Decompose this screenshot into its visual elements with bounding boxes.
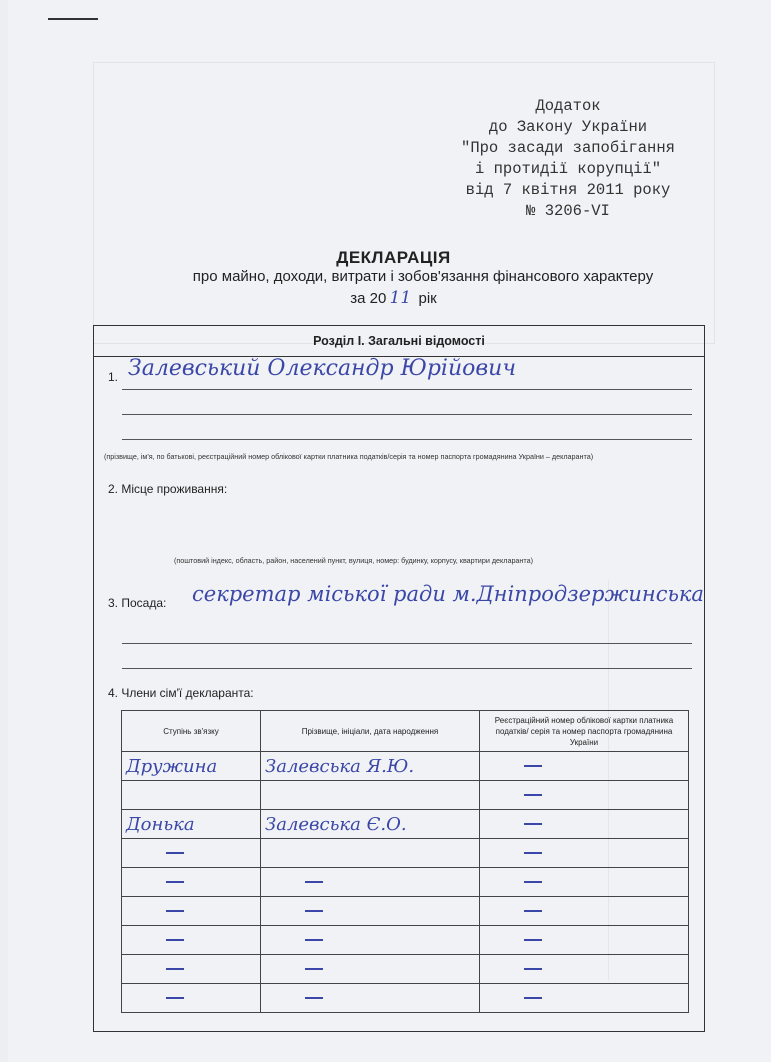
dash-mark xyxy=(524,765,542,767)
family-members-table xyxy=(121,710,689,1013)
dash-mark xyxy=(305,881,323,883)
dash-mark xyxy=(305,910,323,912)
dash-mark xyxy=(524,939,542,941)
empty-cell xyxy=(261,984,480,1013)
dash-mark xyxy=(524,968,542,970)
appendix-line: до Закону України xyxy=(488,118,648,136)
section-frame xyxy=(93,325,705,1032)
empty-cell xyxy=(122,897,261,926)
dash-mark xyxy=(305,939,323,941)
appendix-line: Додаток xyxy=(535,97,601,115)
item4-label: 4. Члени сім'ї декларанта: xyxy=(108,686,254,700)
item1-number: 1. xyxy=(108,370,119,384)
year-prefix: за 20 xyxy=(350,290,387,307)
column-header: Прізвище, ініціали, дата народження xyxy=(261,711,480,752)
fill-line xyxy=(122,643,692,644)
table-row xyxy=(122,984,689,1013)
empty-cell xyxy=(261,955,480,984)
year-handwritten: 11 xyxy=(389,288,412,308)
empty-cell xyxy=(261,926,480,955)
table-row xyxy=(122,926,689,955)
dash-mark xyxy=(524,823,542,825)
empty-cell xyxy=(261,781,480,810)
appendix-line: "Про засади запобігання xyxy=(461,139,675,157)
dash-mark xyxy=(166,997,184,999)
dash-mark xyxy=(524,910,542,912)
item1-caption: (прізвище, ім'я, по батькові, реєстраційний номер облікової картки платника податків/серія та номер паспорта громадянина України – декларанта) xyxy=(104,452,594,461)
appendix-line: від 7 квітня 2011 року xyxy=(465,181,671,199)
empty-cell xyxy=(480,984,689,1013)
id-cell xyxy=(480,810,689,839)
dash-mark xyxy=(524,794,542,796)
item2-label: 2. Місце проживання: xyxy=(108,482,228,496)
appendix-block xyxy=(438,96,698,222)
fill-line xyxy=(122,439,692,440)
dash-mark xyxy=(305,968,323,970)
fill-line xyxy=(122,668,692,669)
table-row xyxy=(122,868,689,897)
empty-cell xyxy=(480,868,689,897)
declaration-title: ДЕКЛАРАЦІЯ xyxy=(336,248,451,267)
position-handwritten: секретар міської ради м.Дніпродзержинська xyxy=(192,582,704,606)
empty-cell xyxy=(122,926,261,955)
relation-cell: Дружина xyxy=(126,755,218,777)
empty-cell xyxy=(261,897,480,926)
id-cell xyxy=(480,752,689,781)
empty-cell xyxy=(480,781,689,810)
section-header: Розділ I. Загальні відомості xyxy=(94,326,704,357)
column-header: Реєстраційний номер облікової картки платника податків/ серія та номер паспорта громадянина України xyxy=(480,711,689,752)
empty-cell xyxy=(122,839,261,868)
dash-mark xyxy=(166,968,184,970)
empty-cell xyxy=(122,955,261,984)
dash-mark xyxy=(524,881,542,883)
empty-cell xyxy=(480,926,689,955)
declaration-subtitle: про майно, доходи, витрати і зобов'язання фінансового характеру xyxy=(192,268,654,285)
empty-cell xyxy=(261,839,480,868)
scan-mark xyxy=(48,18,98,20)
empty-cell xyxy=(122,984,261,1013)
name-cell: Залевська Є.О. xyxy=(265,813,407,835)
table-row xyxy=(122,955,689,984)
empty-cell xyxy=(480,955,689,984)
dash-mark xyxy=(166,910,184,912)
table-row xyxy=(122,752,689,781)
document-page xyxy=(8,0,771,1062)
item2-caption: (поштовий індекс, область, район, населений пункт, вулиця, номер: будинку, корпусу, квартири декларанта) xyxy=(174,556,534,565)
year-suffix: рік xyxy=(418,290,437,307)
appendix-line: № 3206-VI xyxy=(526,202,610,220)
table-header-row xyxy=(122,711,689,752)
table-row xyxy=(122,897,689,926)
relation-cell: Донька xyxy=(126,813,195,835)
table-row xyxy=(122,781,689,810)
fill-line xyxy=(122,389,692,390)
empty-cell xyxy=(122,781,261,810)
empty-cell xyxy=(480,839,689,868)
dash-mark xyxy=(305,997,323,999)
dash-mark xyxy=(524,997,542,999)
dash-mark xyxy=(166,852,184,854)
dash-mark xyxy=(166,881,184,883)
empty-cell xyxy=(480,897,689,926)
column-header: Ступінь зв'язку xyxy=(122,711,261,752)
empty-cell xyxy=(261,868,480,897)
name-cell: Залевська Я.Ю. xyxy=(265,755,415,777)
declarant-name-handwritten: Залевський Олександр Юрійович xyxy=(128,356,517,381)
empty-cell xyxy=(122,868,261,897)
item3-label: 3. Посада: xyxy=(108,596,167,610)
declaration-year xyxy=(8,288,771,308)
table-row xyxy=(122,810,689,839)
appendix-line: і протидії корупції" xyxy=(474,160,662,178)
table-row xyxy=(122,839,689,868)
fill-line xyxy=(122,414,692,415)
dash-mark xyxy=(166,939,184,941)
dash-mark xyxy=(524,852,542,854)
